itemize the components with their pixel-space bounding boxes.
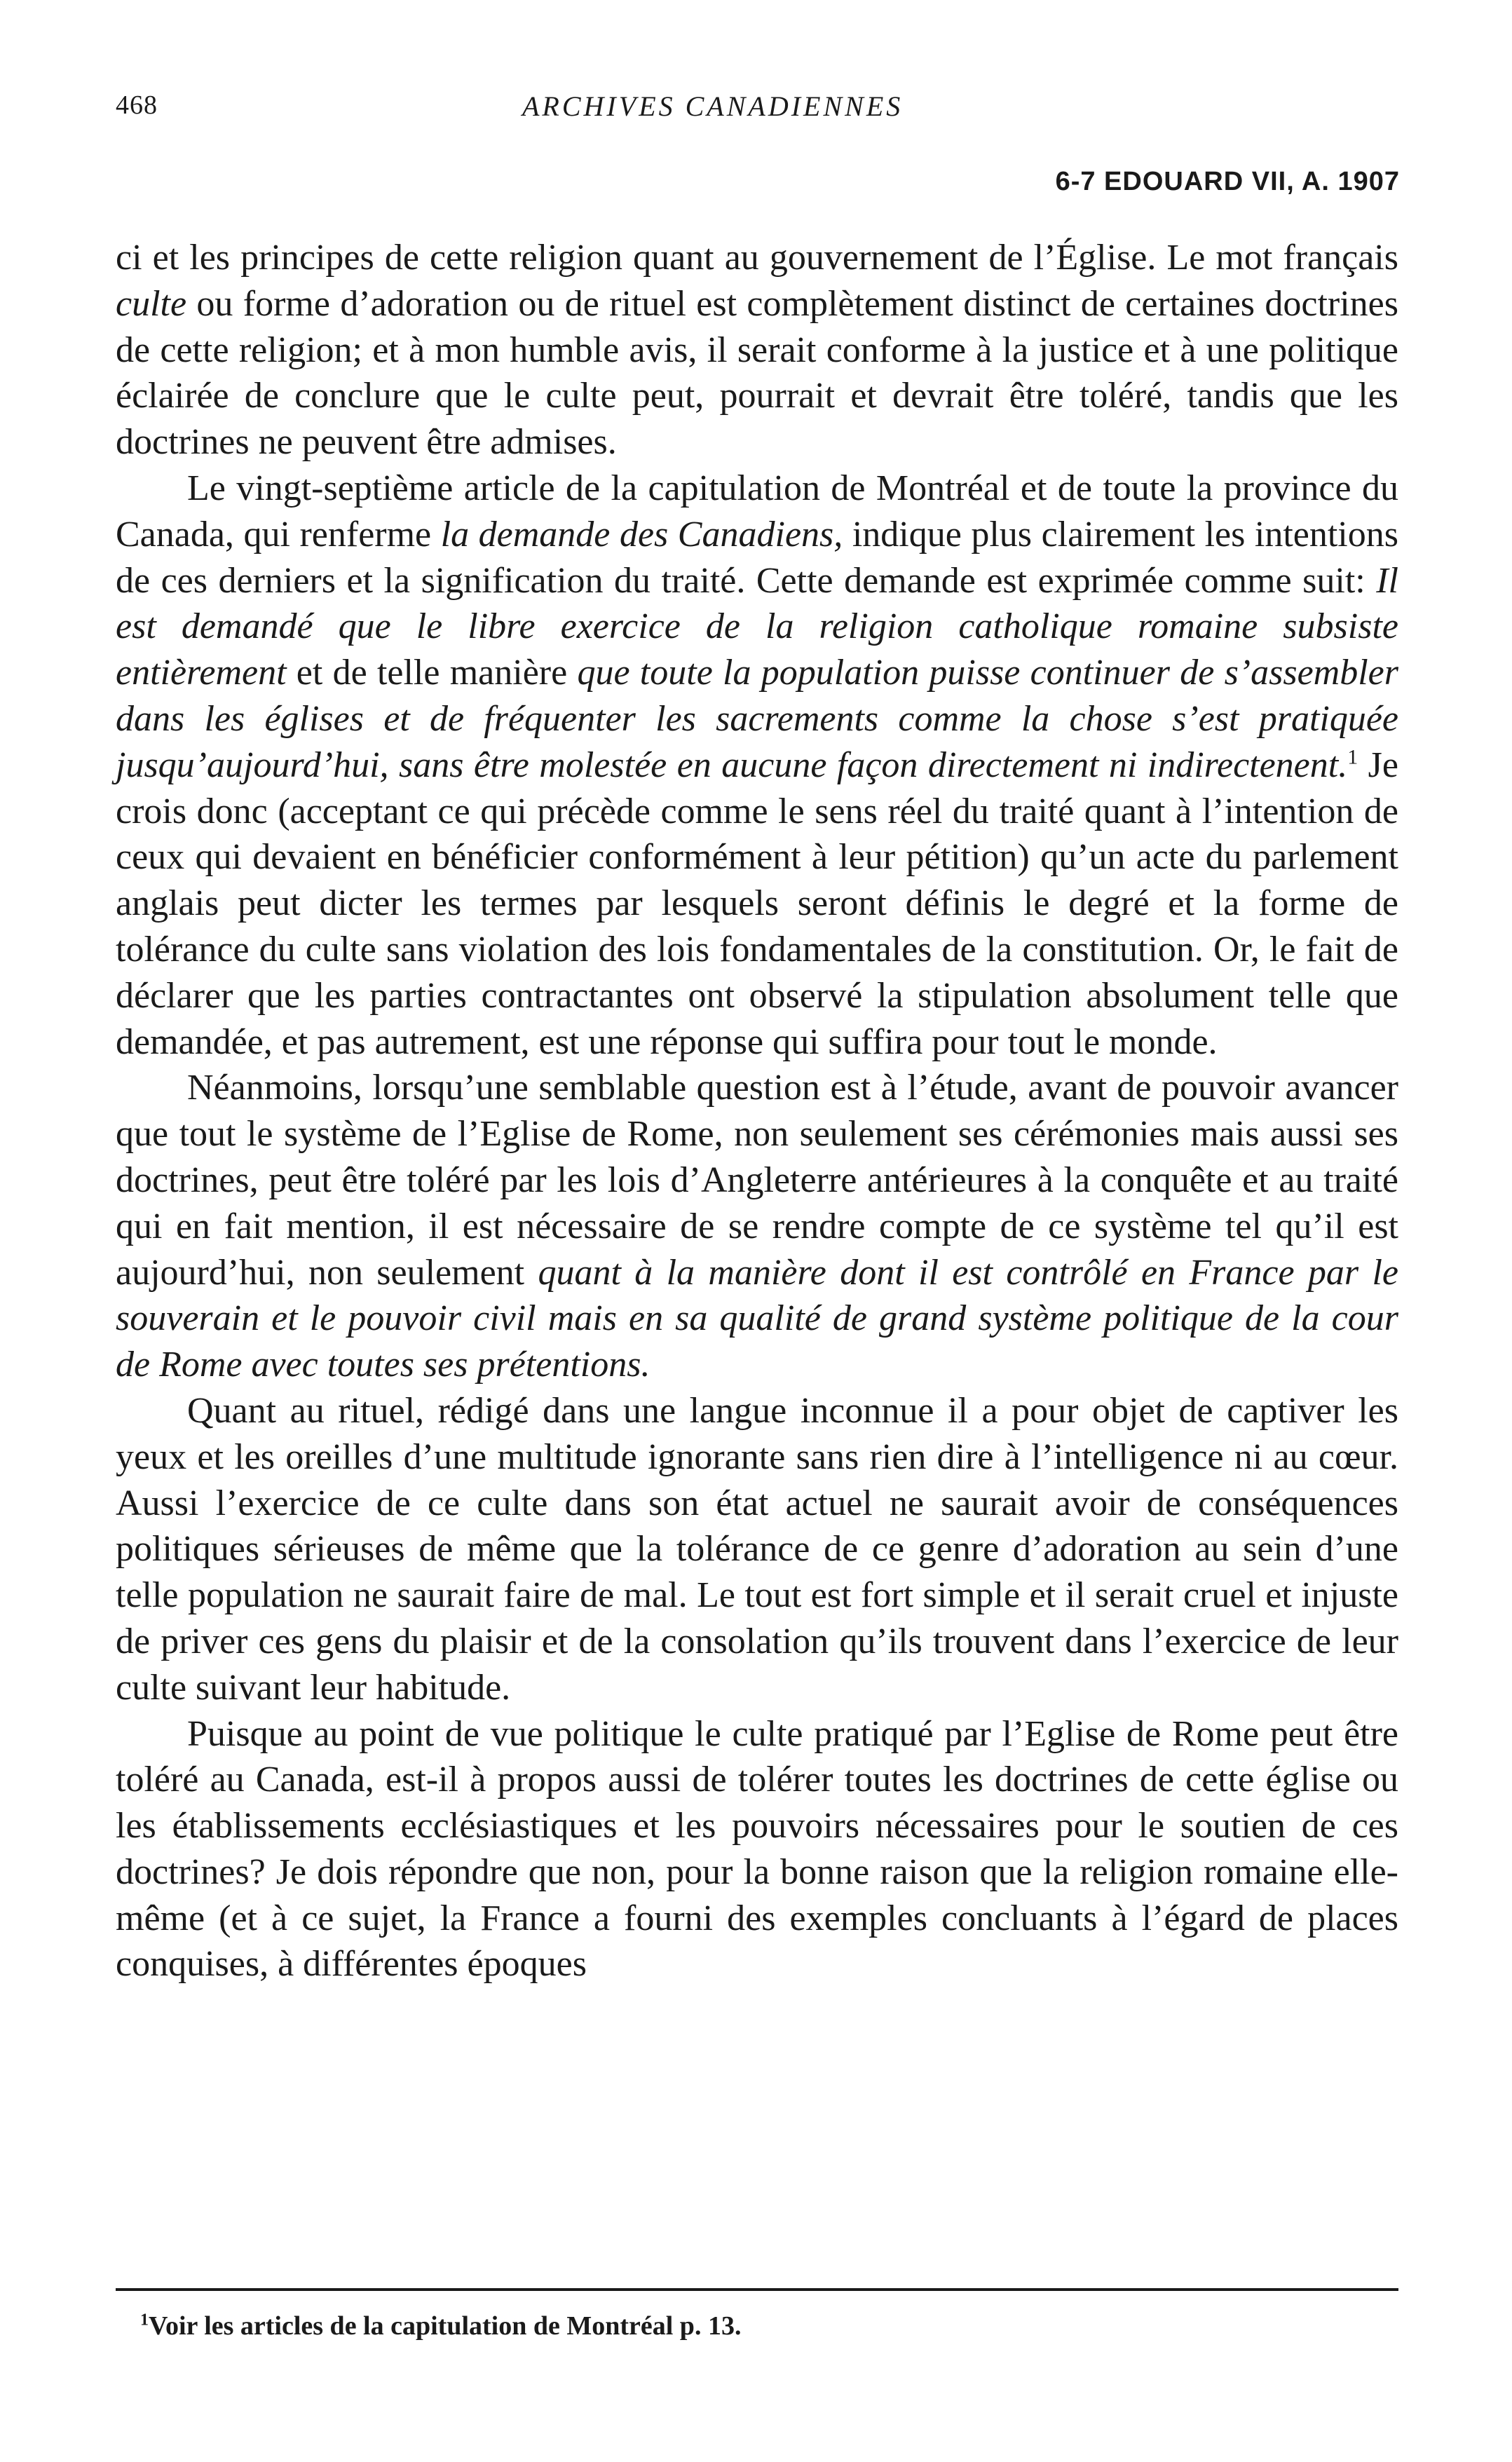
paragraph-2 xyxy=(116,465,1398,1065)
footnote xyxy=(140,2311,741,2341)
footnote-mark: 1 xyxy=(140,2311,149,2330)
italic-run: culte xyxy=(116,283,187,324)
footnote-divider xyxy=(116,2288,1398,2291)
session-label: 6-7 EDOUARD VII, A. 1907 xyxy=(1055,167,1400,196)
text-run: indique plus clairement les intentions de ces derniers et la signification du traité. Cette demande est exprimée comme suit: xyxy=(116,514,1398,601)
paragraph-4: Quant au rituel, rédigé dans une langue inconnue il a pour objet de captiver les yeux et les oreilles d’une multitude ignorante sans rien dire à l’intelligence ni au cœur. Aussi l’exercice de ce culte dans son état actuel ne saurait avoir de conséquences politiques sérieuses de même que la tolérance de ce genre d’adoration au sein d’une telle population ne saurait faire de mal. Le tout est fort simple et il serait cruel et injuste de priver ces gens du plaisir et de la consolation qu’ils trouvent dans l’exercice de leur culte suivant leur habitude. xyxy=(116,1390,1398,1708)
text-run: ou forme d’adoration ou de rituel est complètement distinct de certaines doctrines de cette religion; et à mon humble avis, il serait conforme à la justice et à une politique éclairée de conclure que le culte peut, pourrait et devrait être toléré, tandis que les doctrines ne peuvent être admises. xyxy=(116,283,1398,463)
italic-run: Il est demandé que le libre exercice de la religion catholique romaine subsiste entièrement xyxy=(116,560,1398,693)
paragraph-5: Puisque au point de vue politique le culte pratiqué par l’Eglise de Rome peut être toléré au Canada, est-il à propos aussi de tolérer toutes les doctrines de cette église ou les établissements ecclésiastiques et les pouvoirs nécessaires pour le soutien de ces doctrines? Je dois répondre que non, pour la bonne raison que la religion romaine elle-même (et à ce sujet, la France a fourni des exemples concluants à l’égard de places conquises, à différentes époques xyxy=(116,1713,1398,1985)
text-run: Néanmoins, lorsqu’une semblable question est à l’étude, avant de pouvoir avancer que tout le système de l’Eglise de Rome, non seulement ses cérémonies mais aussi ses doctrines, peut être toléré par les lois d’Angleterre antérieures à la conquête et au traité qui en fait mention, il est nécessaire de se rendre compte de ce système tel qu’il est aujourd’hui, non seulement xyxy=(116,1068,1398,1293)
italic-run: la demande des Canadiens, xyxy=(440,514,843,555)
text-run: Le vingt-septième article de la capitulation de Montréal et de toute la province du Canada, qui renferme xyxy=(116,468,1398,555)
text-run: ci et les principes de cette religion quant au gouvernement de l’Église. Le mot français xyxy=(116,238,1398,278)
italic-run: quant à la manière dont il est contrôlé en France par le souverain et le pouvoir civil mais en sa qualité de grand système politique de la cour de Rome avec toutes ses prétentions. xyxy=(116,1252,1398,1385)
body-text xyxy=(116,235,1398,1987)
running-title: ARCHIVES CANADIENNES xyxy=(522,90,904,122)
page-number: 468 xyxy=(116,90,158,120)
italic-run: que toute la population puisse continuer de s’assembler dans les églises et de fréquenter les sacrements comme la chose s’est pratiquée jusqu’aujourd’hui, sans être molestée en aucune façon directement ni indirectenent. xyxy=(116,653,1398,785)
footnote-text: Voir les articles de la capitulation de Montréal p. 13. xyxy=(149,2311,742,2341)
text-run: Je crois donc (acceptant ce qui précède comme le sens réel du traité quant à l’intention de ceux qui devaient en bénéficier conformément à leur pétition) qu’un acte du parlement anglais peut dicter les termes par lesquels seront définis le degré et la forme de tolérance du culte sans violation des lois fondamentales de la constitution. Or, le fait de déclarer que les parties contractantes ont observé la stipulation absolument telle que demandée, et pas autrement, est une réponse qui suffira pour tout le monde. xyxy=(116,744,1398,1062)
paragraph-3 xyxy=(116,1065,1398,1388)
text-run: et de telle manière xyxy=(286,653,578,693)
footnote-reference: 1 xyxy=(1347,745,1358,769)
paragraph-1 xyxy=(116,235,1398,465)
